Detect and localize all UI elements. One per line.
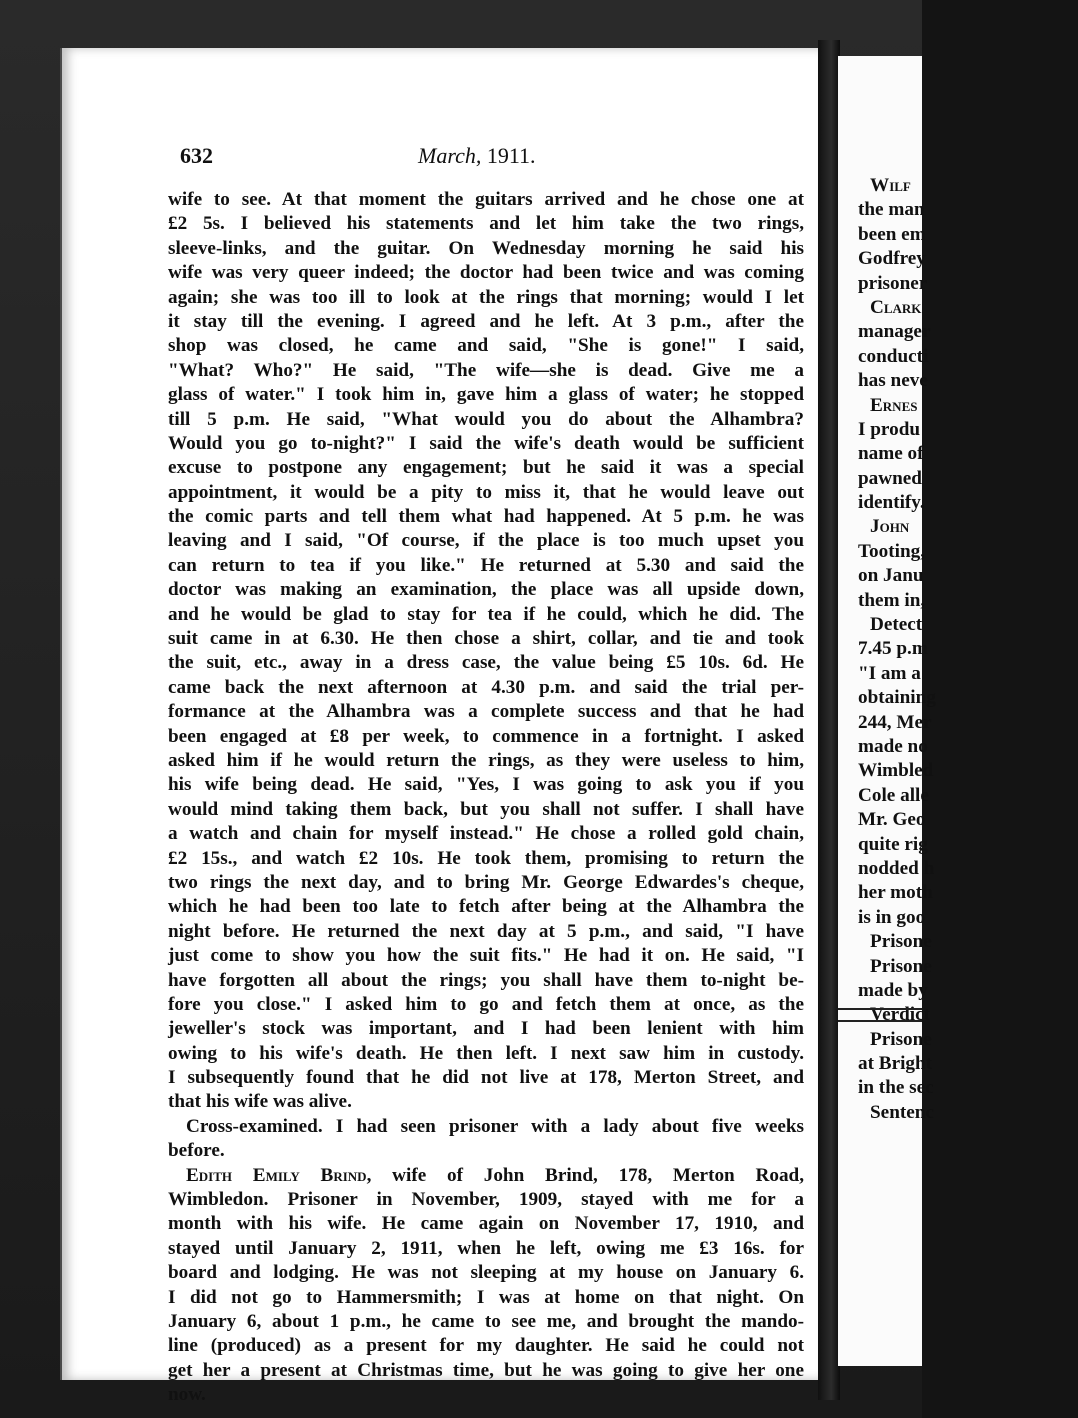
running-title	[418, 143, 536, 169]
text-line: shop was closed, he came and said, "She is gone!" I said,	[168, 335, 804, 357]
text-line: came back the next afternoon at 4.30 p.m. and said the trial per-	[168, 676, 804, 698]
right-line: quite rig	[858, 833, 928, 855]
text-line: sleeve-links, and the guitar. On Wednesday morning he said his	[168, 237, 804, 259]
witness-name: Edith Emily Brind,	[186, 1164, 372, 1186]
text-line: line (produced) as a present for my daughter. He said he could not	[168, 1335, 804, 1357]
text-line: night before. He returned the next day at 5 p.m., and said, "I have	[168, 920, 804, 942]
text-line: just come to show you how the suit fits." He had it on. He said, "I	[168, 945, 804, 967]
right-line: Detect	[870, 614, 923, 636]
main-text-column	[168, 188, 804, 1408]
right-line: 244, Mer	[858, 711, 932, 733]
right-line: John	[870, 516, 910, 538]
text-line: owing to his wife's death. He then left. I next saw him in custody.	[168, 1042, 804, 1064]
text-line: £2 5s. I believed his statements and let him take the two rings,	[168, 213, 804, 235]
right-line: Prisone	[870, 955, 932, 977]
text-line: wife was very queer indeed; the doctor had been twice and was coming	[168, 262, 804, 284]
page-header	[120, 138, 720, 174]
text-line: asked him if he would return the rings, as they were useless to him,	[168, 749, 804, 771]
text-line: have forgotten all about the rings; you shall have them to-night be-	[168, 969, 804, 991]
text-line: now.	[168, 1384, 206, 1406]
right-line: manager	[858, 321, 931, 343]
text-line: formance at the Alhambra was a complete success and that he had	[168, 701, 804, 723]
witness-line	[168, 1164, 804, 1188]
right-line: been em	[858, 223, 926, 245]
right-line: obtaining	[858, 687, 936, 709]
right-line: identify.	[858, 492, 925, 514]
right-line: pawned	[858, 467, 922, 489]
text-line: again; she was too ill to look at the rings that morning; would I let	[168, 286, 804, 308]
right-line: prisoner	[858, 272, 928, 294]
running-title-year: 1911.	[486, 143, 536, 168]
page-number: 632	[180, 143, 213, 168]
text-line: Cross-examined. I had seen prisoner with a lady about five weeks	[186, 1115, 804, 1137]
text-line: before.	[168, 1140, 225, 1162]
right-line: made by	[858, 979, 928, 1001]
text-line: the comic parts and tell them what had happened. At 5 p.m. he was	[168, 506, 804, 528]
text-line: that his wife was alive.	[168, 1091, 352, 1113]
right-line: Clark	[870, 296, 922, 318]
right-line: Cole alle	[858, 784, 929, 806]
right-line: them in,	[858, 589, 926, 611]
text-line: the suit, etc., away in a dress case, the value being £5 10s. 6d. He	[168, 652, 804, 674]
text-line: get her a present at Christmas time, but he was going to give her one	[168, 1359, 804, 1381]
right-line: Mr. Geo	[858, 809, 926, 831]
text-line: £2 15s., and watch £2 10s. He took them, promising to return the	[168, 847, 804, 869]
right-line: 7.45 p.m	[858, 638, 928, 660]
text-line: stayed until January 2, 1911, when he left, owing me £3 16s. for	[168, 1237, 804, 1259]
right-page-text	[858, 174, 1078, 1125]
right-line: name of	[858, 443, 924, 465]
text-line: which he had been too late to fetch after being at the Alhambra the	[168, 896, 804, 918]
text-line: it stay till the evening. I agreed and he left. At 3 p.m., after the	[168, 310, 804, 332]
text-line: January 6, about 1 p.m., he came to see me, and brought the mando-	[168, 1310, 804, 1332]
text-line: Would you go to-night?" I said the wife's death would be sufficient	[168, 432, 804, 454]
right-line: in the sec	[858, 1077, 934, 1099]
text-line: a watch and chain for myself instead." He chose a rolled gold chain,	[168, 823, 804, 845]
right-line: Wimbled	[858, 760, 934, 782]
text-line: and he would be glad to stay for tea if he could, which he did. The	[168, 603, 804, 625]
right-line: Verdict	[870, 1004, 931, 1026]
right-line: Godfrey	[858, 248, 926, 270]
text-line: I did not go to Hammersmith; I was at home on that night. On	[168, 1286, 804, 1308]
text-line: wife to see. At that moment the guitars arrived and he chose one at	[168, 189, 804, 210]
text-line: till 5 p.m. He said, "What would you do about the Alhambra?	[168, 408, 804, 430]
right-line: on Janu	[858, 565, 924, 587]
section-rule	[838, 1008, 922, 1022]
text-line: would mind taking them back, but you shall not suffer. I shall have	[168, 798, 804, 820]
right-line: Tooting,	[858, 540, 926, 562]
text-line: month with his wife. He came again on November 17, 1910, and	[168, 1213, 804, 1235]
right-line: made no	[858, 735, 928, 757]
text-line: excuse to postpone any engagement; but he said it was a special	[168, 457, 804, 479]
right-line: Sentenc	[870, 1101, 934, 1123]
text-line: appointment, it would be a pity to miss it, that he would leave out	[168, 481, 804, 503]
text-line: can return to tea if you like." He returned at 5.30 and said the	[168, 554, 804, 576]
right-line: Wilf	[870, 175, 911, 196]
text-line: been engaged at £8 per week, to commence in a fortnight. I asked	[168, 725, 804, 747]
right-line: at Bright	[858, 1053, 933, 1075]
text-line: "What? Who?" He said, "The wife—she is dead. Give me a	[168, 359, 804, 381]
right-line: Prisone	[870, 1028, 932, 1050]
text-line: I subsequently found that he did not live at 178, Merton Street, and	[168, 1067, 804, 1089]
right-line: her moth	[858, 882, 933, 904]
text-line: fore you close." I asked him to go and fetch them at once, as the	[168, 993, 804, 1015]
right-page	[838, 56, 936, 1366]
right-line: is in goo	[858, 906, 926, 928]
text-line: his wife being dead. He said, "Yes, I was going to ask you if you	[168, 774, 804, 796]
witness-description: wife of John Brind, 178, Merton Road,	[371, 1164, 805, 1186]
text-line: two rings the next day, and to bring Mr. George Edwardes's cheque,	[168, 871, 804, 893]
text-line: glass of water." I took him in, gave him a glass of water; he stopped	[168, 384, 804, 406]
right-line: I produ	[858, 418, 921, 440]
text-line: leaving and I said, "Of course, if the place is too much upset you	[168, 530, 804, 552]
right-line: conducti	[858, 345, 929, 367]
right-line: the man	[858, 199, 925, 221]
right-line: "I am a	[858, 662, 921, 684]
book-gutter	[818, 40, 840, 1400]
right-line: Ernes	[870, 394, 918, 416]
right-line: Prisone	[870, 931, 932, 953]
text-line: Wimbledon. Prisoner in November, 1909, stayed with me for a	[168, 1189, 804, 1211]
text-line: jeweller's stock was important, and I had been lenient with him	[168, 1018, 804, 1040]
text-line: doctor was making an examination, the place was all upside down,	[168, 579, 804, 601]
running-title-month: March,	[418, 143, 482, 168]
text-line: suit came in at 6.30. He then chose a shirt, collar, and tie and took	[168, 628, 804, 650]
right-line: has neve	[858, 370, 928, 392]
text-line: board and lodging. He was not sleeping at my house on January 6.	[168, 1262, 804, 1284]
right-line: nodded h	[858, 857, 935, 879]
